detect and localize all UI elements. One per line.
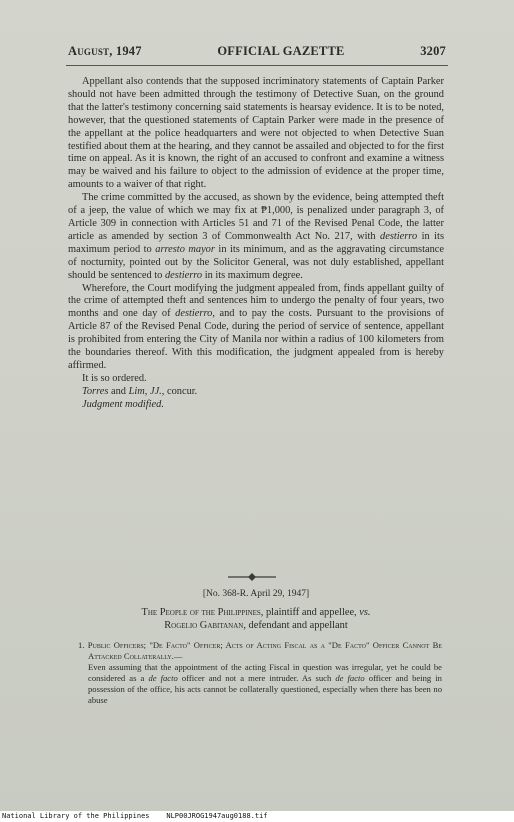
case-number-line: [No. 368-R. April 29, 1947] [202, 589, 310, 599]
paragraph-concur: Torres and Lim, JJ., concur. [82, 385, 198, 397]
party-plaintiff: The People of the Philippines [141, 607, 261, 618]
footer-filename: NLP00JROG1947aug0188.tif [166, 812, 268, 820]
paragraph-hearsay: Appellant also contends that the supposed incriminatory statements of Captain Parker should not have been admitted through the testimony of Detective Suan, on the ground that the latter's testimony concerning said statements is hearsay evidence. It is to be noted, however, that the questioned statements of Captain Parker were made in the presence of the appellant at the police headquarters and were not objected to when Detective Suan testified about them at the hearing, and they cannot be assailed and objected to for the first time on appeal. As it is known, the right of an accused to confront and examine a witness may be waived and his failure to object to the admission of evidence at the proper time, amounts to a waiver of that right. [68, 76, 444, 191]
party-defendant: Rogelio Gabitanan [164, 620, 244, 631]
header-rule [66, 65, 448, 66]
footer-source: National Library of the Philippines [2, 812, 150, 820]
paragraph-crime: The crime committed by the accused, as shown by the evidence, being attempted theft of a jeep, the value of which we may fix at ₱1,000, is penalized under paragraph 3, of Article 309 in connection with Articles 51 and 71 of the Revised Penal Code, the latter article as amended by section 3 of Commonwealth Act No. 217, with destierro in its maximum period to arresto mayor in its minimum, and as the aggravating circumstance of nocturnity, pointed out by the Solicitor General, was not duly established, appellant should be sentenced to destierro in its maximum degree. [68, 192, 444, 281]
decision-body [68, 76, 444, 412]
paragraph-judgment: Judgment modified. [82, 398, 164, 410]
case-parties: The People of the Philippines, plaintiff and appellee, vs. Rogelio Gabitanan, defendant and appellant [141, 607, 371, 631]
syllabus-heading: Public Officers; "De Facto" Officer; Acts of Acting Fiscal as a "De Facto" Officer Cannot Be Attacked Collaterally. [87, 640, 442, 662]
header-page-number: 3207 [420, 44, 446, 58]
page-header [68, 44, 446, 59]
paragraph-wherefore: Wherefore, the Court modifying the judgment appealed from, finds appellant guilty of the crime of attempted theft and sentences him to undergo the penalty of four years, two months and one day of destierro, and to pay the costs. Pursuant to the provisions of Article 87 of the Revised Penal Code, during the period of service of sentence, appellant is prohibited from entering the City of Manila nor within a radius of 100 kilometers from the boundaries thereof. With this modification, the judgment appealed from is hereby affirmed. [68, 282, 444, 371]
syllabus-item: 1. Public Officers; "De Facto" Officer; Acts of Acting Fiscal as a "De Facto" Officer Cannot Be Attacked Collaterally.— Even assuming that the appointment of the acting Fiscal in question was irregular, yet he could be considered as a de facto officer and not a mere intruder. As such de facto officer and being in possession of the office, his acts cannot be collaterally questioned, especially when there has been no abuse [78, 640, 442, 706]
section-ornament-icon [226, 572, 278, 582]
scan-footer [0, 811, 514, 822]
header-title: OFFICIAL GAZETTE [217, 44, 345, 58]
paragraph-ordered: It is so ordered. [82, 372, 147, 384]
header-date: August, 1947 [68, 44, 142, 58]
syllabus-text: Even assuming that the appointment of the acting Fiscal in question was irregular, yet he could be considered as a de facto officer and not a mere intruder. As such de facto officer and being in possession of the office, his acts cannot be collaterally questioned, especially when there has been no abuse [88, 662, 442, 706]
